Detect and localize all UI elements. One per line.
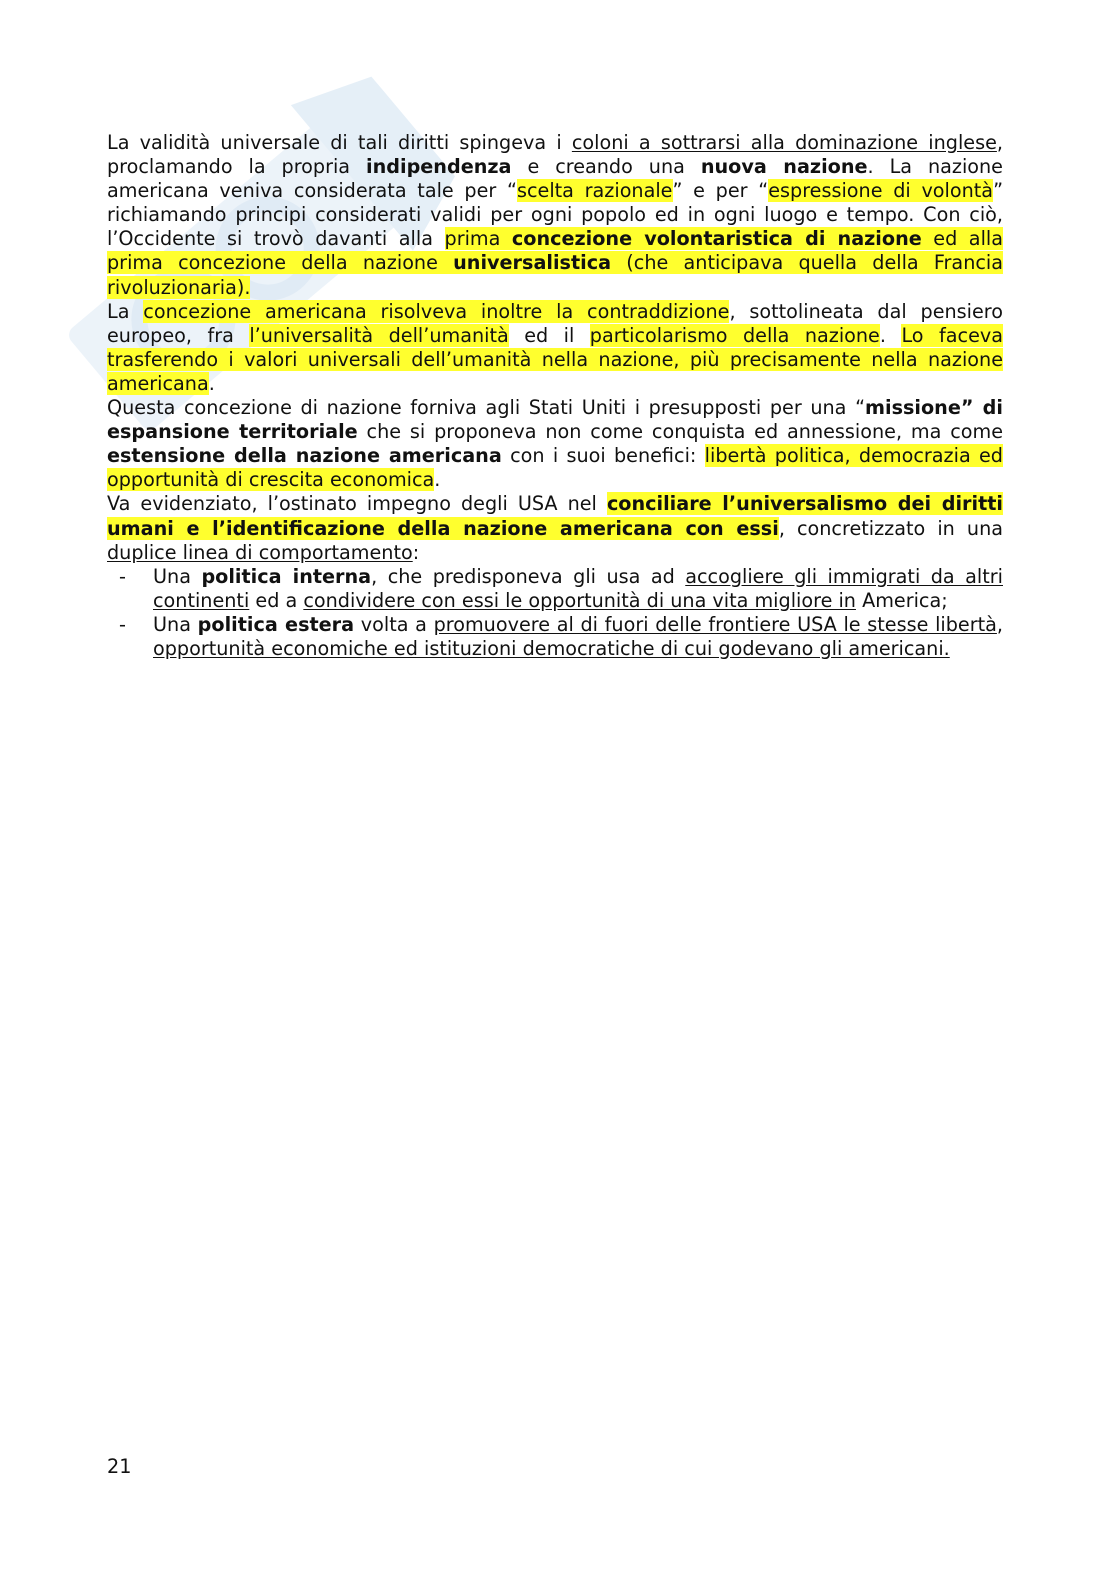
paragraph [107,300,1003,396]
text-run: che si proponeva non come conquista ed annessione, ma come [357,420,1003,444]
text-run: Una [153,612,198,636]
list-bullet: - [119,612,126,636]
text-run: , concretizzato in una [778,516,1003,540]
text-run: Questa concezione di nazione forniva agli Stati Uniti i presupposti per una “ [107,396,866,420]
paragraph [107,131,1003,300]
text-run: La [107,299,144,323]
text-run: Lo faceva trasferendo i valori universali dell’umanità nella nazione, più precisamente nella nazione americana [107,323,1003,395]
text-run: Una [153,564,202,588]
text-run: l’universalità dell’umanità [249,323,509,347]
text-run: condividere con essi le opportunità di una vita migliore in [303,588,856,612]
text-run: missione” di espansione territoriale [107,396,1003,444]
text-run: . [879,323,902,347]
text-run: concezione volontaristica di nazione [511,227,922,251]
text-run: promuovere al di fuori delle frontiere USA le stesse libertà [433,612,997,636]
document-body [107,131,1003,661]
text-run: universalistica [453,251,612,275]
text-run: ” richiamando principi considerati validi per ogni popolo ed in ogni luogo e tempo. Con ciò, l’Occidente si trovò davanti alla [107,179,1004,251]
list-bullet: - [119,564,126,588]
text-run: espressione di volontà [768,179,994,203]
page-number: 21 [107,1455,132,1478]
text-run: . La nazione americana veniva considerata tale per “ [107,155,1003,203]
list-item-text [153,613,1003,660]
text-run: particolarismo della nazione [589,323,880,347]
text-run: coloni a sottrarsi alla dominazione inglese [571,131,997,154]
text-run: ed a [249,588,304,612]
bullet-list [107,565,1003,661]
paragraph [107,492,1003,564]
text-run: opportunità economiche ed istituzioni democratiche di cui godevano gli americani. [153,636,950,660]
text-run: (che anticipava quella della Francia rivoluzionaria). [107,251,1003,299]
text-run: , [996,612,1004,636]
text-run: La validità universale di tali diritti spingeva i [107,131,572,154]
list-item [107,565,1003,613]
list-item [107,613,1003,661]
text-run: nuova nazione [700,155,868,179]
text-run: ” e per “ [672,179,769,203]
text-run: scelta razionale [516,179,673,203]
text-run: : [412,540,420,564]
text-run: estensione della nazione americana [107,444,502,468]
text-run: , che predisponeva gli usa ad [371,564,686,588]
list-item-text [153,565,1003,612]
paragraph [107,396,1003,492]
text-run: volta a [354,612,434,636]
text-run: . [434,468,441,492]
text-run: duplice linea di comportamento [107,540,413,564]
text-run: ed il [508,323,590,347]
text-run: ed alla prima concezione della nazione [107,227,1003,275]
text-run: accogliere gli immigrati da altri continenti [153,564,1003,612]
text-run: concezione americana risolveva inoltre la contraddizione [143,299,730,323]
text-run: conciliare l’universalismo dei diritti umani e l’identificazione della nazione americana con essi [107,492,1003,540]
text-run: libertà politica, democrazia ed opportunità di crescita economica [107,444,1003,492]
text-run: America; [855,588,948,612]
text-run: , proclamando la propria [107,131,1003,179]
text-run: Va evidenziato, l’ostinato impegno degli USA nel [107,492,607,516]
text-run: politica interna [201,564,372,588]
text-run: . [208,371,215,395]
text-run: con i suoi benefici: [501,444,705,468]
text-run: , sottolineata dal pensiero europeo, fra [107,299,1003,347]
text-run: indipendenza [366,155,512,179]
text-run: e creando una [511,155,701,179]
text-run: prima [444,227,512,251]
text-run: politica estera [197,612,355,636]
